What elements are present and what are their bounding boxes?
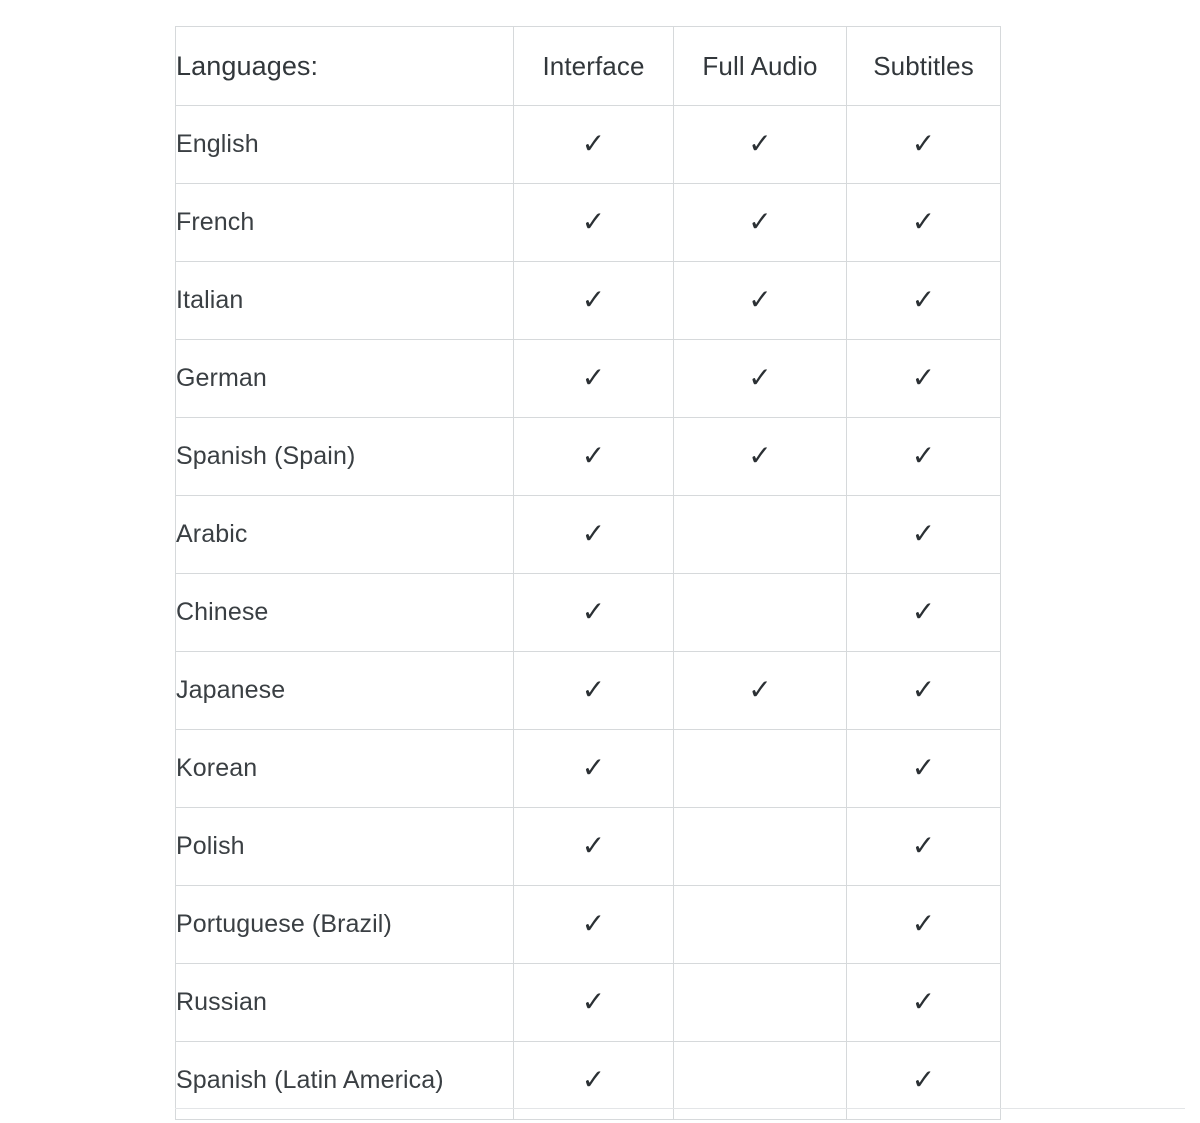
- table-row: [176, 262, 1001, 340]
- cell-full-audio: [674, 574, 847, 652]
- table-row: [176, 184, 1001, 262]
- cell-full-audio: [674, 262, 847, 340]
- check-icon: ✓: [581, 985, 606, 1017]
- cell-language: Portuguese (Brazil): [176, 886, 514, 964]
- cell-interface: [514, 574, 674, 652]
- cell-subtitles: [847, 730, 1001, 808]
- check-icon: ✓: [748, 673, 772, 705]
- languages-table-container: [175, 26, 1000, 1120]
- table-row: [176, 418, 1001, 496]
- cell-full-audio: [674, 184, 847, 262]
- table-row: [176, 964, 1001, 1042]
- table-row: [176, 808, 1001, 886]
- column-header-interface: Interface: [514, 27, 674, 106]
- check-icon: ✓: [911, 595, 936, 627]
- check-icon: ✓: [581, 751, 606, 783]
- check-icon: ✓: [581, 595, 606, 627]
- check-icon: ✓: [911, 439, 936, 471]
- table-header-row: [176, 27, 1001, 106]
- check-icon: ✓: [748, 205, 772, 237]
- check-icon: ✓: [581, 1063, 606, 1095]
- table-body: [176, 106, 1001, 1120]
- cell-full-audio: [674, 886, 847, 964]
- cell-subtitles: [847, 574, 1001, 652]
- cell-language: Polish: [176, 808, 514, 886]
- cell-full-audio: [674, 730, 847, 808]
- cell-language: Spanish (Latin America): [176, 1042, 514, 1120]
- cell-full-audio: [674, 106, 847, 184]
- cell-interface: [514, 418, 674, 496]
- cell-interface: [514, 340, 674, 418]
- check-icon: ✓: [911, 205, 936, 237]
- check-icon: ✓: [581, 127, 606, 159]
- cell-language: Spanish (Spain): [176, 418, 514, 496]
- check-icon: ✓: [911, 985, 936, 1017]
- cell-subtitles: [847, 184, 1001, 262]
- cell-subtitles: [847, 808, 1001, 886]
- column-header-languages: Languages:: [176, 27, 514, 106]
- check-icon: ✓: [748, 283, 772, 315]
- cell-subtitles: [847, 340, 1001, 418]
- check-icon: ✓: [581, 361, 606, 393]
- check-icon: ✓: [911, 283, 936, 315]
- check-icon: ✓: [581, 517, 606, 549]
- bottom-divider: [175, 1108, 1185, 1109]
- cell-interface: [514, 262, 674, 340]
- cell-language: Russian: [176, 964, 514, 1042]
- check-icon: ✓: [748, 439, 772, 471]
- check-icon: ✓: [911, 127, 936, 159]
- table-row: [176, 340, 1001, 418]
- cell-interface: [514, 886, 674, 964]
- cell-full-audio: [674, 418, 847, 496]
- check-icon: ✓: [911, 361, 936, 393]
- check-icon: ✓: [911, 673, 936, 705]
- cell-language: English: [176, 106, 514, 184]
- table-row: [176, 652, 1001, 730]
- cell-subtitles: [847, 652, 1001, 730]
- cell-full-audio: [674, 340, 847, 418]
- check-icon: ✓: [581, 673, 606, 705]
- check-icon: ✓: [581, 829, 606, 861]
- column-header-full-audio: Full Audio: [674, 27, 847, 106]
- cell-full-audio: [674, 808, 847, 886]
- cell-interface: [514, 808, 674, 886]
- table-row: [176, 496, 1001, 574]
- cell-full-audio: [674, 652, 847, 730]
- cell-subtitles: [847, 418, 1001, 496]
- check-icon: ✓: [748, 361, 772, 393]
- cell-interface: [514, 652, 674, 730]
- cell-full-audio: [674, 496, 847, 574]
- check-icon: ✓: [581, 283, 606, 315]
- cell-subtitles: [847, 262, 1001, 340]
- check-icon: ✓: [911, 751, 936, 783]
- cell-language: Chinese: [176, 574, 514, 652]
- table-row: [176, 886, 1001, 964]
- check-icon: ✓: [911, 1063, 936, 1095]
- check-icon: ✓: [911, 907, 936, 939]
- languages-support-table: [175, 26, 1001, 1120]
- check-icon: ✓: [911, 517, 936, 549]
- cell-subtitles: [847, 886, 1001, 964]
- cell-interface: [514, 496, 674, 574]
- cell-subtitles: [847, 496, 1001, 574]
- table-header: [176, 27, 1001, 106]
- cell-language: Arabic: [176, 496, 514, 574]
- cell-subtitles: [847, 964, 1001, 1042]
- column-header-subtitles: Subtitles: [847, 27, 1001, 106]
- cell-language: Korean: [176, 730, 514, 808]
- cell-interface: [514, 106, 674, 184]
- cell-language: Japanese: [176, 652, 514, 730]
- cell-full-audio: [674, 964, 847, 1042]
- cell-subtitles: [847, 106, 1001, 184]
- cell-language: German: [176, 340, 514, 418]
- check-icon: ✓: [581, 205, 606, 237]
- cell-language: French: [176, 184, 514, 262]
- check-icon: ✓: [581, 439, 606, 471]
- check-icon: ✓: [748, 127, 772, 159]
- check-icon: ✓: [911, 829, 936, 861]
- table-row: [176, 106, 1001, 184]
- table-row: [176, 730, 1001, 808]
- cell-interface: [514, 964, 674, 1042]
- cell-language: Italian: [176, 262, 514, 340]
- cell-interface: [514, 730, 674, 808]
- table-row: [176, 574, 1001, 652]
- check-icon: ✓: [581, 907, 606, 939]
- cell-interface: [514, 184, 674, 262]
